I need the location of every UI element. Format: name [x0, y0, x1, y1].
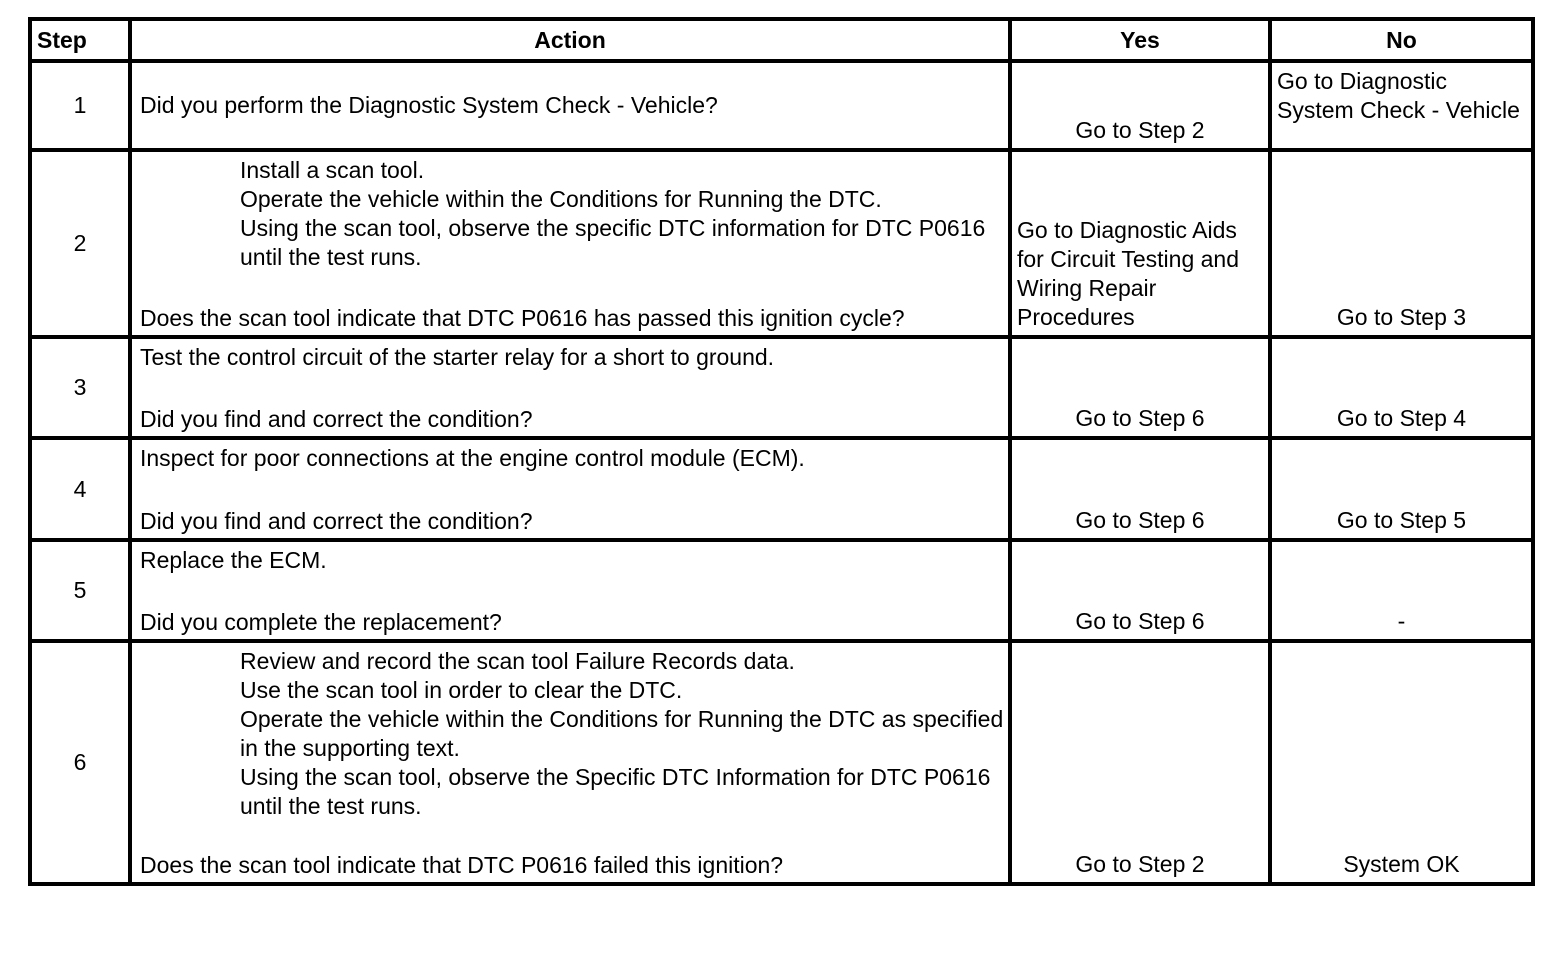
- table-row: [30, 61, 1533, 150]
- yes-cell: Go to Step 6: [1010, 540, 1270, 641]
- table-row: [30, 540, 1533, 641]
- action-cell: [130, 337, 1010, 438]
- action-cell: [130, 61, 1010, 150]
- yes-cell: Go to Step 6: [1010, 337, 1270, 438]
- action-cell: [130, 150, 1010, 337]
- instruction-item: Operate the vehicle within the Conditions for Running the DTC.: [240, 186, 882, 212]
- action-cell: [130, 540, 1010, 641]
- yes-cell: Go to Diagnostic Aids for Circuit Testing and Wiring Repair Procedures: [1010, 150, 1270, 337]
- instruction-item: Install a scan tool.: [240, 157, 425, 183]
- header-no: No: [1270, 19, 1533, 61]
- action-question: Did you find and correct the condition?: [140, 406, 533, 432]
- no-cell: System OK: [1270, 641, 1533, 884]
- instruction-item: Test the control circuit of the starter relay for a short to ground.: [140, 344, 775, 370]
- instruction-item: Using the scan tool, observe the Specific DTC Information for DTC P0616 until the test runs.: [240, 764, 991, 819]
- step-number: 1: [30, 61, 130, 150]
- action-question: Did you find and correct the condition?: [140, 508, 533, 534]
- header-step: Step: [30, 19, 130, 61]
- no-cell: Go to Step 3: [1270, 150, 1533, 337]
- instruction-item: Use the scan tool in order to clear the DTC.: [240, 677, 683, 703]
- instruction-item: Using the scan tool, observe the specific DTC information for DTC P0616 until the test runs.: [240, 215, 986, 270]
- yes-cell: Go to Step 2: [1010, 641, 1270, 884]
- action-question: Does the scan tool indicate that DTC P0616 has passed this ignition cycle?: [140, 305, 905, 331]
- no-cell: Go to Step 5: [1270, 438, 1533, 540]
- header-action: Action: [130, 19, 1010, 61]
- table-row: [30, 150, 1533, 337]
- step-number: 4: [30, 438, 130, 540]
- step-number: 3: [30, 337, 130, 438]
- step-number: 6: [30, 641, 130, 884]
- instruction-list: [140, 647, 1004, 821]
- yes-cell: Go to Step 2: [1010, 61, 1270, 150]
- no-cell: -: [1270, 540, 1533, 641]
- header-yes: Yes: [1010, 19, 1270, 61]
- yes-cell: Go to Step 6: [1010, 438, 1270, 540]
- instruction-item: Inspect for poor connections at the engine control module (ECM).: [140, 445, 805, 471]
- action-question: Did you complete the replacement?: [140, 609, 502, 635]
- instruction-item: Operate the vehicle within the Conditions for Running the DTC as specified in the supporting text.: [240, 706, 1004, 761]
- header-row: [30, 19, 1533, 61]
- action-question: Does the scan tool indicate that DTC P0616 failed this ignition?: [140, 852, 784, 878]
- instruction-list: [140, 156, 1004, 272]
- table-row: [30, 337, 1533, 438]
- action-cell: [130, 438, 1010, 540]
- action-cell: [130, 641, 1010, 884]
- step-number: 5: [30, 540, 130, 641]
- instruction-item: Review and record the scan tool Failure Records data.: [240, 648, 795, 674]
- no-cell: Go to Diagnostic System Check - Vehicle: [1270, 61, 1533, 150]
- table-row: [30, 641, 1533, 884]
- diagnostic-table: [28, 17, 1535, 886]
- action-question: Did you perform the Diagnostic System Check - Vehicle?: [140, 92, 718, 118]
- table-row: [30, 438, 1533, 540]
- step-number: 2: [30, 150, 130, 337]
- no-cell: Go to Step 4: [1270, 337, 1533, 438]
- instruction-item: Replace the ECM.: [140, 547, 327, 573]
